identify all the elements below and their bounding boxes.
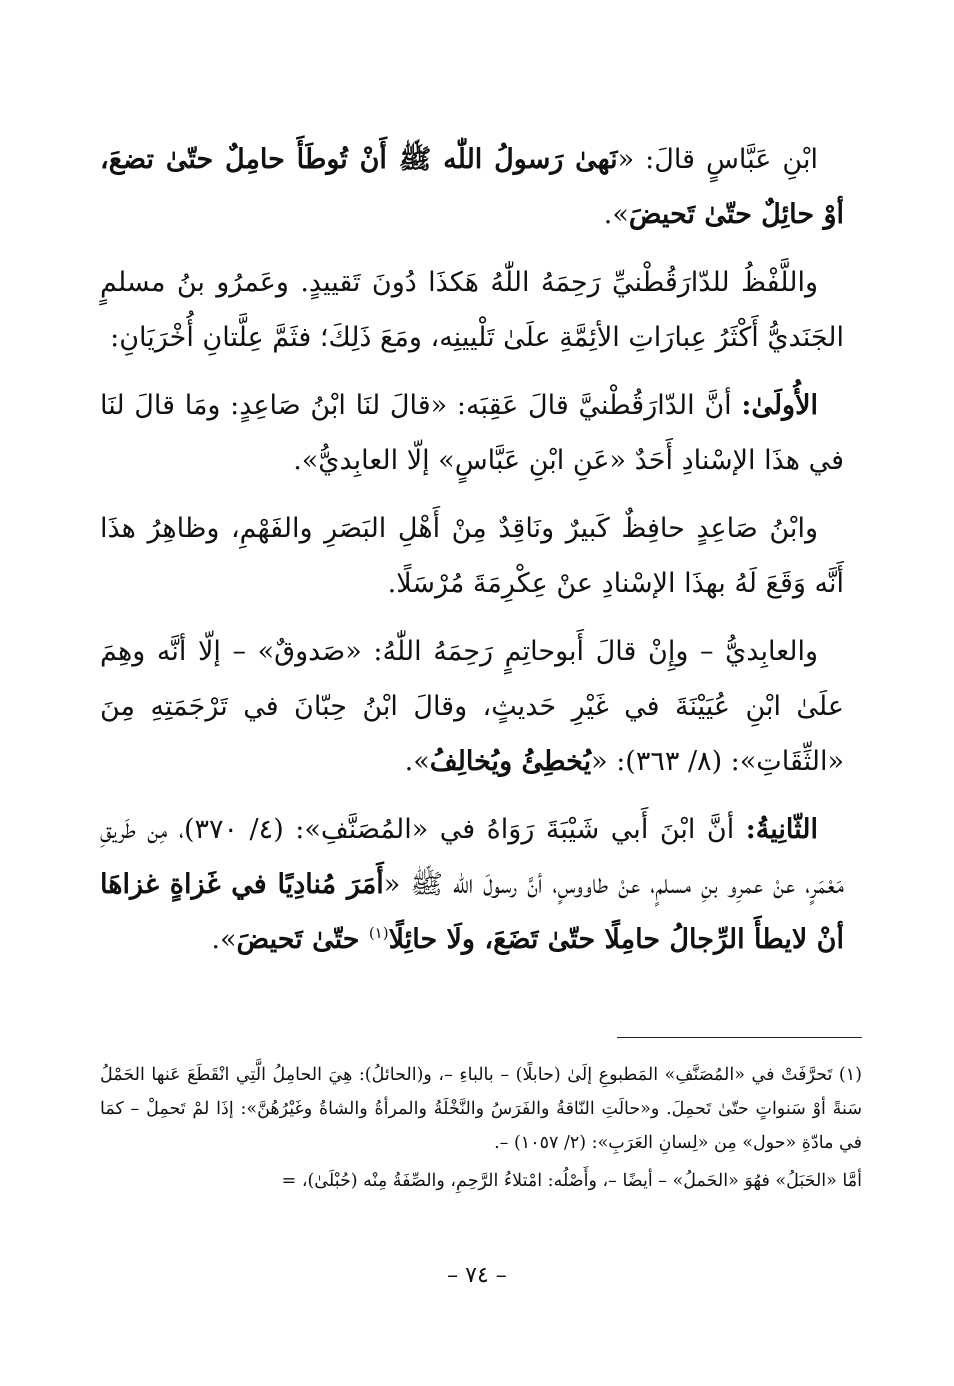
paragraph-6: [100, 802, 844, 967]
footnote-separator: [617, 1037, 862, 1038]
paragraph-1: [100, 132, 844, 242]
paragraph-3: [100, 378, 844, 488]
page-number: – ٧٤ –: [447, 1263, 507, 1288]
paragraph-5: [100, 624, 844, 789]
hadith-close: ».: [603, 199, 629, 230]
footnote-marker: (١): [368, 924, 389, 942]
hadith-intro: ابْنِ عَبَّاسٍ قالَ: «: [617, 144, 818, 175]
narration-close: ».: [211, 924, 237, 955]
hadith-text-bold: نَهىٰ رَسولُ اللّٰه ﷺ أَنْ تُوطَأَ حامِلٌ حتّىٰ تضعَ، أوْ حائِلٌ حتّىٰ تَحيضَ: [100, 144, 844, 230]
first-reason-text: أنَّ الدّارَقُطْنيَّ قالَ عَقِبَه: «قالَ لنَا ابْنُ صَاعِدٍ: ومَا قالَ لنَا في هذَا الإسْنادِ أَحَدٌ «عَنِ ابْنِ عَبَّاسٍ» إلّا العابِديُّ».: [100, 390, 844, 476]
narration-bold: أَمَرَ مُنادِيًا في غَزاةٍ غزاهَا أنْ لايطأَ الرِّجالُ حامِلًا حتّىٰ تَضَعَ، ولَا حائِلًا: [100, 869, 844, 955]
first-reason-label: الأُولَىٰ:: [741, 390, 818, 421]
ibn-hibban-quote-bold: يُخطِئُ ويُخالِفُ: [429, 746, 592, 777]
abidi-text: والعابِديُّ – وإِنْ قالَ أَبوحاتِمٍ رَحِمَهُ اللّٰهُ: «صَدوقٌ» – إلّا أنَّه وهِمَ علَىٰ ابْنِ عُيَيْنَةَ في غَيْرِ حَديثٍ، وقالَ ابْنُ حِبّانَ في تَرْجَمَتِهِ مِنَ «الثِّقَاتِ»: (٨/ ٣٦٣): «: [100, 636, 844, 777]
main-text: [100, 132, 844, 980]
second-reason-label: الثّانِيةُ:: [745, 814, 818, 845]
footnotes: [100, 1058, 862, 1198]
abidi-close: ».: [404, 746, 430, 777]
second-reason-text: أنَّ ابْنَ أَبي شَيْبَةَ رَوَاهُ في «المُصَنَّفِ»: (٤/ ٣٧٠)، مِن طَريقِ مَعْمَرٍ، عنْ عمرِو بنِ مسلمٍ، عنْ طاووسٍ، أنَّ رسولَ اللّٰه ﷺ «: [100, 814, 844, 900]
footnote-1: (١) تَحرَّفَتْ في «المُصَنَّفِ» المَطبوعِ إلَىٰ (حابلًا) – بالباءِ –، و(الحائلُ): هِيَ الحامِلُ الَّتِي انْقَطَعَ عَنها الحَمْلُ سَنةً أوْ سَنواتٍ حتّىٰ تَحمِلَ. و«حالَتِ النّاقةُ والفَرَسُ والنَّخْلَةُ والمرأةُ والشاةُ وغَيْرُهُنَّ»: إذَا لمْ تَحمِلْ – كمَا في مادّةِ «حول» مِن «لِسانِ العَرَبِ»: (٢/ ١٠٥٧) –.: [100, 1065, 862, 1153]
paragraph-2: واللَّفْظُ للدّارَقُطْنيِّ رَحِمَهُ اللّٰهُ هَكذَا دُونَ تَقييدٍ. وعَمرُو بنُ مسلمٍ الجَنَديُّ أَكْثَرُ عِبارَاتِ الأئِمَّةِ علَىٰ تَلْيينِه، ومَعَ ذَلِكَ؛ فثَمَّ عِلَّتانِ أُخْرَيَانِ:: [100, 267, 844, 353]
paragraph-4: وابْنُ صَاعِدٍ حافِظٌ كَبيرٌ ونَاقِدٌ مِنْ أَهْلِ البَصَرِ والفَهْمِ، وظاهِرُ هذَا أَنَّه وَقَعَ لَهُ بهذَا الإسْنادِ عنْ عِكْرِمَةَ مُرْسَلًا.: [100, 513, 844, 599]
footnote-1-continued: أمَّا «الحَبَلُ» فهُوَ «الحَملُ» – أيضًا –، وأَصْلُه: امْتلاءُ الرَّحِمِ، والصِّفَةُ مِنْه (حُبْلَىٰ)، =: [281, 1171, 862, 1191]
narration-bold-end: حتّىٰ تَحيضَ: [236, 924, 369, 955]
